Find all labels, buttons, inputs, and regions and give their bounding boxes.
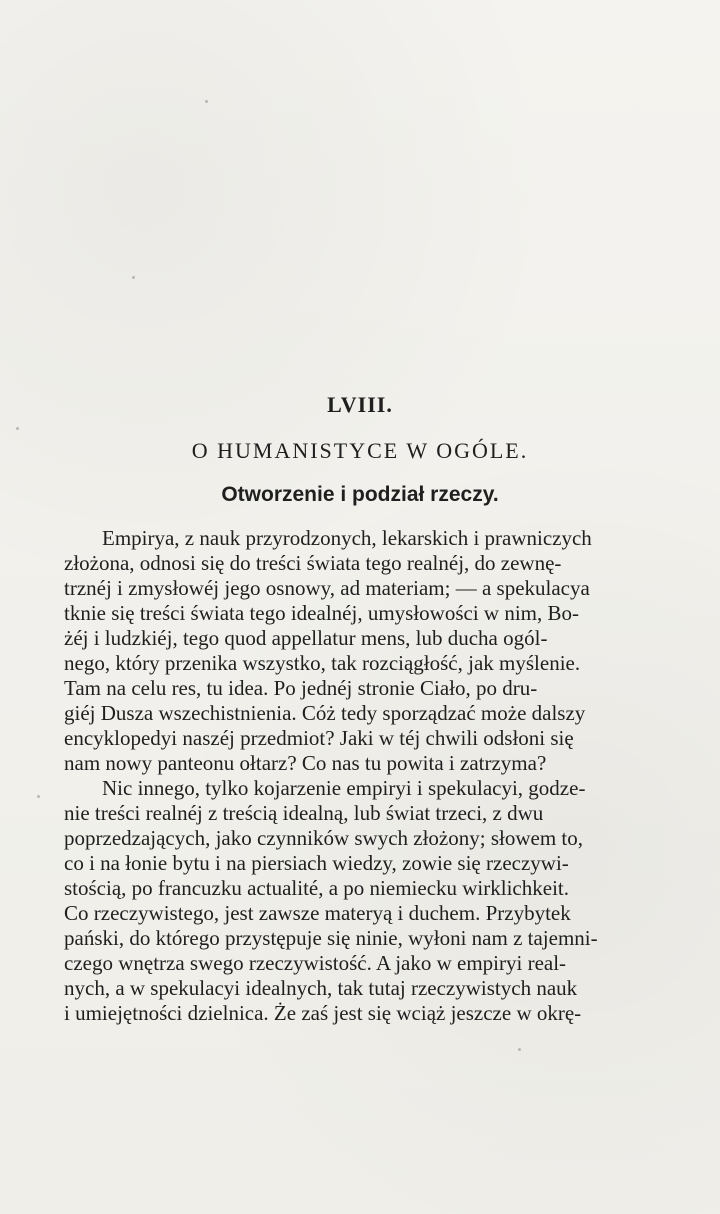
text-line: Co rzeczywistego, jest zawsze materyą i duchem. Przybytek [64,901,571,925]
text-line: Nic innego, tylko kojarzenie empiryi i spekulacyi, godze- [102,776,586,800]
text-line: i umiejętności dzielnica. Że zaś jest się wciąż jeszcze w okrę- [64,1001,582,1025]
chapter-number: LVIII. [327,392,393,417]
text-line: encyklopedyi naszéj przedmiot? Jaki w téj chwili odsłoni się [64,726,574,750]
paper-speck [37,795,40,798]
text-line: Tam na celu res, tu idea. Po jednéj stronie Ciało, po dru- [64,676,538,700]
section-subtitle: Otworzenie i podział rzeczy. [221,483,499,506]
text-line: co i na łonie bytu i na piersiach wiedzy, zowie się rzeczywi- [64,851,569,875]
text-line: trznéj i zmysłowéj jego osnowy, ad materiam; — a spekulacya [64,576,590,600]
text-line: złożona, odnosi się do treści świata tego realnéj, do zewnę- [64,551,562,575]
text-line: żéj i ludzkiéj, tego quod appellatur mens, lub ducha ogól- [64,626,548,650]
text-line: tknie się treści świata tego idealnéj, umysłowości w nim, Bo- [64,601,579,625]
paper-speck [205,100,208,103]
paper-speck [132,276,135,279]
paper-speck [16,427,19,430]
text-line: nego, który przenika wszystko, tak rozciągłość, jak myślenie. [64,651,581,675]
text-line: nie treści realnéj z treścią idealną, lub świat trzeci, z dwu [64,801,544,825]
text-line: Empirya, z nauk przyrodzonych, lekarskich i prawniczych [102,526,592,550]
text-line: pański, do którego przystępuje się ninie, wyłoni nam z tajemni- [64,926,598,950]
text-line: czego wnętrza swego rzeczywistość. A jako w empiryi real- [64,951,567,975]
text-line: stością, po francuzku actualité, a po niemiecku wirklichkeit. [64,876,569,900]
chapter-title: O HUMANISTYCE W OGÓLE. [191,438,529,463]
text-line: poprzedzających, jako czynników swych złożony; słowem to, [64,826,584,850]
body-text [64,526,653,1026]
paper-speck [518,1048,521,1051]
text-line: nych, a w spekulacyi idealnych, tak tutaj rzeczywistych nauk [64,976,578,1000]
text-line: nam nowy panteonu ołtarz? Co nas tu powita i zatrzyma? [64,751,547,775]
text-line: giéj Dusza wszechistnienia. Cóż tedy sporządzać może dalszy [64,701,586,725]
